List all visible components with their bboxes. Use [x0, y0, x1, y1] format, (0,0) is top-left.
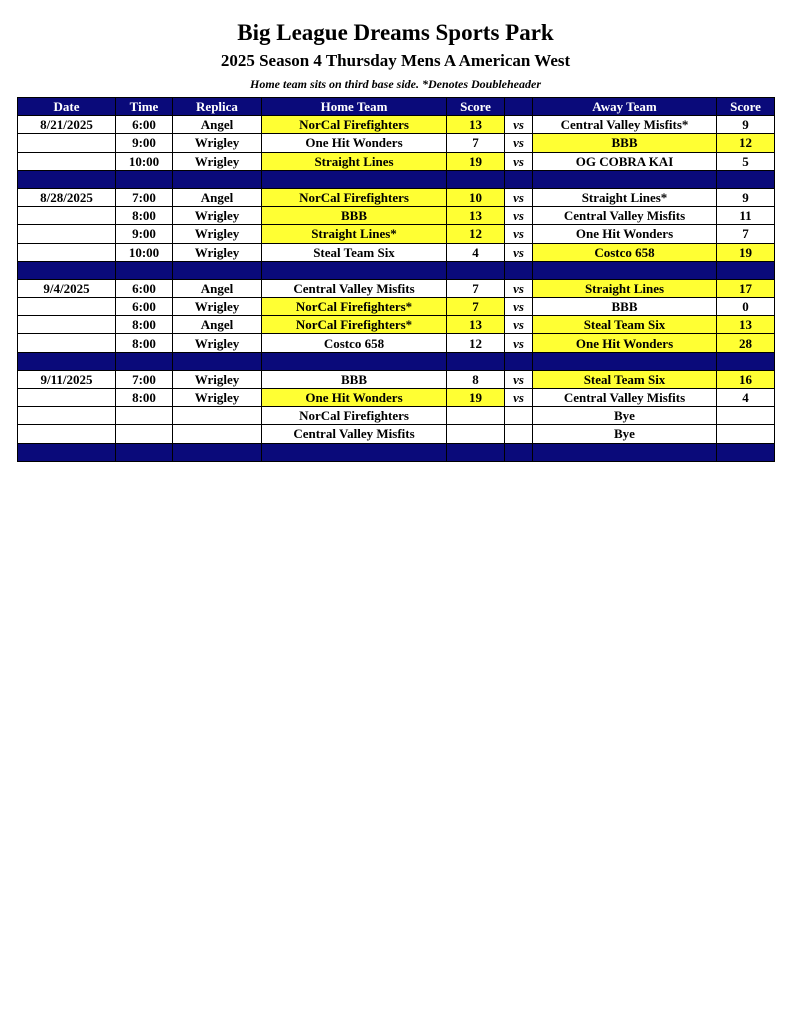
- table-header-row: [18, 98, 775, 116]
- col-header-home-score: Score: [447, 98, 505, 116]
- separator-cell: [18, 170, 116, 188]
- home-team-cell: BBB: [262, 207, 447, 225]
- week-separator-row: [18, 170, 775, 188]
- table-row: [18, 207, 775, 225]
- field-cell: Wrigley: [173, 334, 262, 352]
- separator-cell: [533, 261, 717, 279]
- col-header-date: Date: [18, 98, 116, 116]
- field-cell: Wrigley: [173, 389, 262, 407]
- separator-cell: [18, 443, 116, 461]
- col-header-home-team: Home Team: [262, 98, 447, 116]
- away-team-cell: Bye: [533, 407, 717, 425]
- away-team-cell: One Hit Wonders: [533, 225, 717, 243]
- table-row: [18, 370, 775, 388]
- schedule-note: Home team sits on third base side. *Denotes Doubleheader: [250, 77, 541, 91]
- home-score-cell: 7: [447, 279, 505, 297]
- date-cell: [18, 225, 116, 243]
- home-score-cell: [447, 425, 505, 443]
- separator-cell: [262, 170, 447, 188]
- time-cell: [116, 407, 173, 425]
- field-cell: Angel: [173, 188, 262, 206]
- col-header-time: Time: [116, 98, 173, 116]
- date-cell: [18, 425, 116, 443]
- table-row: [18, 243, 775, 261]
- time-cell: 6:00: [116, 279, 173, 297]
- date-cell: 8/21/2025: [18, 116, 116, 134]
- home-team-cell: Central Valley Misfits: [262, 279, 447, 297]
- away-score-cell: 12: [717, 134, 775, 152]
- time-cell: [116, 425, 173, 443]
- separator-cell: [116, 352, 173, 370]
- field-cell: [173, 407, 262, 425]
- time-cell: 8:00: [116, 207, 173, 225]
- date-cell: [18, 334, 116, 352]
- separator-cell: [717, 352, 775, 370]
- home-team-cell: NorCal Firefighters*: [262, 298, 447, 316]
- date-cell: [18, 207, 116, 225]
- separator-cell: [447, 170, 505, 188]
- table-row: [18, 116, 775, 134]
- time-cell: 10:00: [116, 152, 173, 170]
- week-separator-row: [18, 352, 775, 370]
- away-team-cell: Central Valley Misfits: [533, 389, 717, 407]
- separator-cell: [116, 170, 173, 188]
- page-title: Big League Dreams Sports Park: [237, 20, 554, 45]
- field-cell: Angel: [173, 316, 262, 334]
- separator-cell: [116, 443, 173, 461]
- separator-cell: [505, 443, 533, 461]
- field-cell: Angel: [173, 279, 262, 297]
- col-header-replica: Replica: [173, 98, 262, 116]
- date-cell: [18, 389, 116, 407]
- date-cell: [18, 134, 116, 152]
- date-cell: 9/11/2025: [18, 370, 116, 388]
- vs-cell: vs: [505, 225, 533, 243]
- vs-cell: vs: [505, 298, 533, 316]
- field-cell: Wrigley: [173, 207, 262, 225]
- separator-cell: [18, 352, 116, 370]
- home-score-cell: 12: [447, 334, 505, 352]
- away-score-cell: [717, 407, 775, 425]
- vs-cell: vs: [505, 316, 533, 334]
- separator-cell: [116, 261, 173, 279]
- time-cell: 8:00: [116, 334, 173, 352]
- separator-cell: [717, 261, 775, 279]
- field-cell: [173, 425, 262, 443]
- separator-cell: [505, 352, 533, 370]
- away-score-cell: 11: [717, 207, 775, 225]
- date-cell: [18, 243, 116, 261]
- home-score-cell: 4: [447, 243, 505, 261]
- separator-cell: [18, 261, 116, 279]
- away-team-cell: Straight Lines: [533, 279, 717, 297]
- vs-cell: vs: [505, 279, 533, 297]
- separator-cell: [262, 443, 447, 461]
- col-header-away-score: Score: [717, 98, 775, 116]
- home-score-cell: 8: [447, 370, 505, 388]
- away-score-cell: 9: [717, 116, 775, 134]
- separator-cell: [173, 443, 262, 461]
- separator-cell: [505, 261, 533, 279]
- col-header-vs: [505, 98, 533, 116]
- away-score-cell: 5: [717, 152, 775, 170]
- separator-cell: [533, 443, 717, 461]
- away-score-cell: 0: [717, 298, 775, 316]
- home-team-cell: Straight Lines: [262, 152, 447, 170]
- table-row: [18, 316, 775, 334]
- field-cell: Angel: [173, 116, 262, 134]
- vs-cell: vs: [505, 389, 533, 407]
- home-team-cell: Costco 658: [262, 334, 447, 352]
- away-team-cell: One Hit Wonders: [533, 334, 717, 352]
- away-team-cell: Straight Lines*: [533, 188, 717, 206]
- away-score-cell: 9: [717, 188, 775, 206]
- date-cell: [18, 407, 116, 425]
- time-cell: 8:00: [116, 389, 173, 407]
- date-cell: [18, 152, 116, 170]
- home-score-cell: 7: [447, 134, 505, 152]
- away-team-cell: OG COBRA KAI: [533, 152, 717, 170]
- home-team-cell: One Hit Wonders: [262, 134, 447, 152]
- away-score-cell: 4: [717, 389, 775, 407]
- vs-cell: vs: [505, 134, 533, 152]
- vs-cell: vs: [505, 207, 533, 225]
- home-score-cell: 19: [447, 152, 505, 170]
- home-score-cell: 13: [447, 316, 505, 334]
- table-row: [18, 134, 775, 152]
- away-score-cell: 16: [717, 370, 775, 388]
- home-score-cell: 13: [447, 116, 505, 134]
- away-team-cell: Bye: [533, 425, 717, 443]
- table-row: [18, 389, 775, 407]
- vs-cell: [505, 407, 533, 425]
- away-team-cell: Costco 658: [533, 243, 717, 261]
- field-cell: Wrigley: [173, 298, 262, 316]
- separator-cell: [262, 352, 447, 370]
- field-cell: Wrigley: [173, 152, 262, 170]
- time-cell: 10:00: [116, 243, 173, 261]
- away-score-cell: 13: [717, 316, 775, 334]
- schedule-table: [17, 97, 775, 462]
- away-team-cell: BBB: [533, 134, 717, 152]
- vs-cell: vs: [505, 116, 533, 134]
- home-team-cell: NorCal Firefighters: [262, 116, 447, 134]
- table-row: [18, 298, 775, 316]
- vs-cell: vs: [505, 334, 533, 352]
- table-row: [18, 225, 775, 243]
- home-score-cell: 19: [447, 389, 505, 407]
- home-team-cell: One Hit Wonders: [262, 389, 447, 407]
- date-cell: 9/4/2025: [18, 279, 116, 297]
- home-team-cell: BBB: [262, 370, 447, 388]
- field-cell: Wrigley: [173, 225, 262, 243]
- field-cell: Wrigley: [173, 370, 262, 388]
- home-team-cell: NorCal Firefighters: [262, 188, 447, 206]
- time-cell: 9:00: [116, 225, 173, 243]
- table-row: [18, 407, 775, 425]
- table-row: [18, 152, 775, 170]
- date-cell: [18, 298, 116, 316]
- vs-cell: vs: [505, 243, 533, 261]
- away-score-cell: [717, 425, 775, 443]
- home-team-cell: NorCal Firefighters: [262, 407, 447, 425]
- separator-cell: [505, 170, 533, 188]
- home-team-cell: NorCal Firefighters*: [262, 316, 447, 334]
- time-cell: 6:00: [116, 116, 173, 134]
- away-score-cell: 7: [717, 225, 775, 243]
- field-cell: Wrigley: [173, 243, 262, 261]
- away-score-cell: 19: [717, 243, 775, 261]
- vs-cell: [505, 425, 533, 443]
- separator-cell: [173, 261, 262, 279]
- away-team-cell: BBB: [533, 298, 717, 316]
- away-team-cell: Central Valley Misfits: [533, 207, 717, 225]
- home-team-cell: Central Valley Misfits: [262, 425, 447, 443]
- away-team-cell: Central Valley Misfits*: [533, 116, 717, 134]
- time-cell: 8:00: [116, 316, 173, 334]
- page-subtitle: 2025 Season 4 Thursday Mens A American West: [220, 51, 571, 70]
- separator-cell: [262, 261, 447, 279]
- schedule-body: [18, 116, 775, 462]
- field-cell: Wrigley: [173, 134, 262, 152]
- separator-cell: [533, 170, 717, 188]
- separator-cell: [447, 443, 505, 461]
- home-score-cell: 12: [447, 225, 505, 243]
- home-team-cell: Steal Team Six: [262, 243, 447, 261]
- date-cell: 8/28/2025: [18, 188, 116, 206]
- time-cell: 9:00: [116, 134, 173, 152]
- table-row: [18, 334, 775, 352]
- separator-cell: [173, 170, 262, 188]
- home-score-cell: 10: [447, 188, 505, 206]
- home-score-cell: [447, 407, 505, 425]
- separator-cell: [717, 443, 775, 461]
- separator-cell: [447, 261, 505, 279]
- vs-cell: vs: [505, 152, 533, 170]
- time-cell: 7:00: [116, 188, 173, 206]
- date-cell: [18, 316, 116, 334]
- away-team-cell: Steal Team Six: [533, 370, 717, 388]
- week-separator-row: [18, 443, 775, 461]
- table-row: [18, 279, 775, 297]
- home-score-cell: 13: [447, 207, 505, 225]
- time-cell: 6:00: [116, 298, 173, 316]
- separator-cell: [533, 352, 717, 370]
- separator-cell: [447, 352, 505, 370]
- separator-cell: [717, 170, 775, 188]
- table-row: [18, 425, 775, 443]
- week-separator-row: [18, 261, 775, 279]
- vs-cell: vs: [505, 188, 533, 206]
- separator-cell: [173, 352, 262, 370]
- away-score-cell: 17: [717, 279, 775, 297]
- time-cell: 7:00: [116, 370, 173, 388]
- away-score-cell: 28: [717, 334, 775, 352]
- vs-cell: vs: [505, 370, 533, 388]
- away-team-cell: Steal Team Six: [533, 316, 717, 334]
- table-row: [18, 188, 775, 206]
- home-score-cell: 7: [447, 298, 505, 316]
- home-team-cell: Straight Lines*: [262, 225, 447, 243]
- col-header-away-team: Away Team: [533, 98, 717, 116]
